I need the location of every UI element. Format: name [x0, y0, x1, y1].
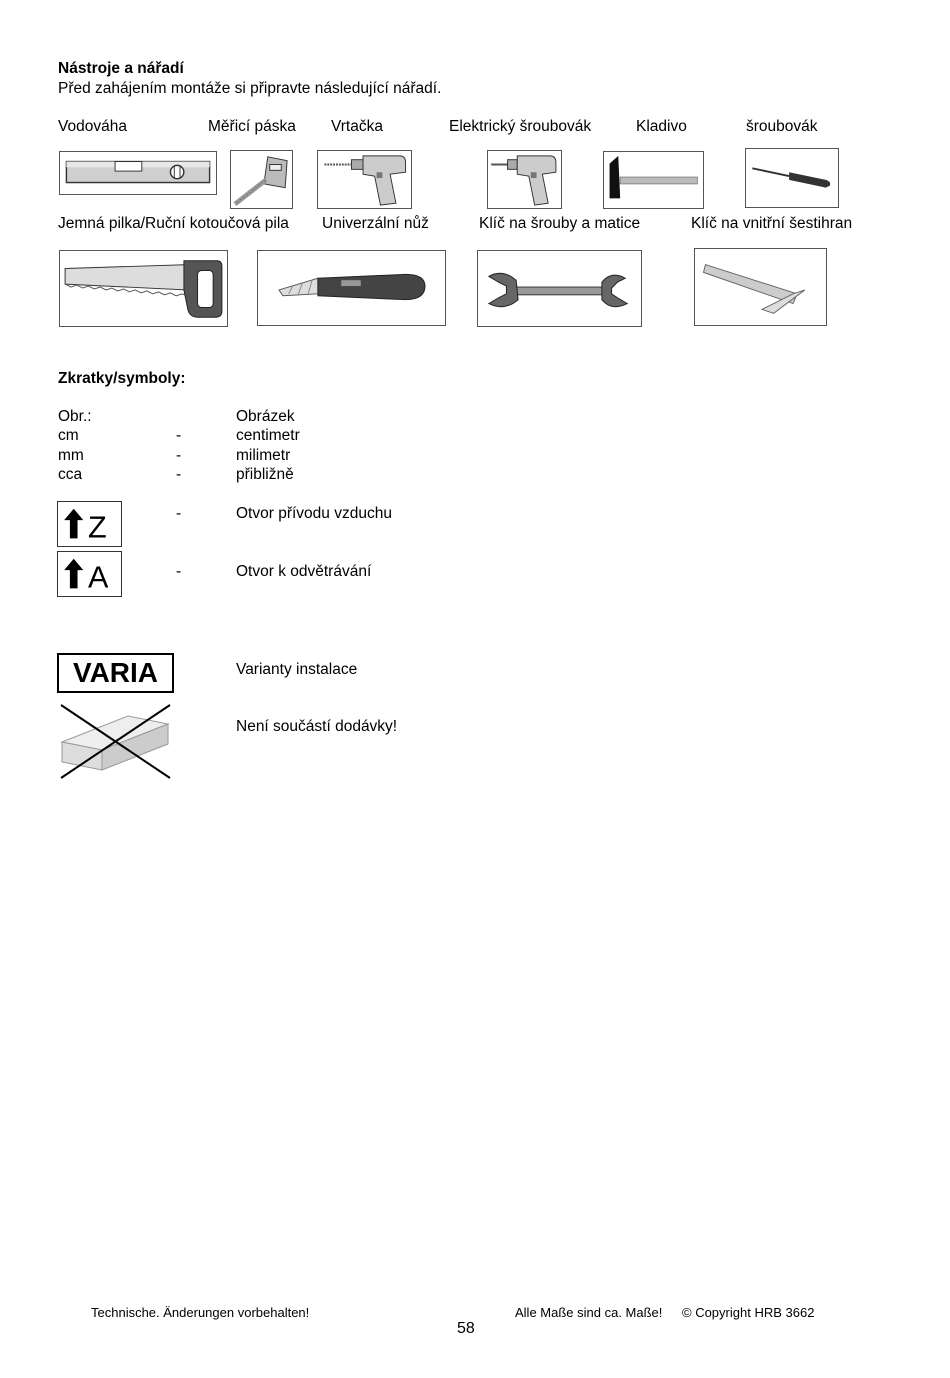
abbr-cm-meaning: centimetr — [236, 427, 300, 444]
section-intro: Před zahájením montáže si připravte následující nářadí. — [58, 80, 442, 97]
symbol-a-meaning: Otvor k odvětrávání — [236, 563, 372, 580]
tool-label-hex-key: Klíč na vnitřní šestihran — [691, 215, 853, 232]
section-title-tools: Nástroje a nářadí — [58, 60, 184, 77]
symbol-z-dash: - — [176, 505, 182, 522]
tool-label-drill: Vrtačka — [331, 118, 383, 135]
tool-label-wrench: Klíč na šrouby a matice — [479, 215, 641, 232]
symbol-a-letter: A — [88, 560, 109, 595]
tool-label-knife: Univerzální nůž — [322, 215, 429, 232]
abbr-cm: cm — [58, 427, 79, 444]
symbol-z-meaning: Otvor přívodu vzduchu — [236, 505, 392, 522]
screwdriver-icon — [745, 148, 839, 208]
footer-copyright: © Copyright HRB 3662 — [682, 1305, 815, 1320]
varia-meaning: Varianty instalace — [236, 661, 358, 678]
tool-label-saw: Jemná pilka/Ruční kotoučová pila — [58, 215, 289, 232]
symbol-z-letter: Z — [88, 510, 107, 545]
hand-saw-icon — [59, 250, 228, 327]
spirit-level-icon — [59, 151, 217, 195]
crossed-out-duct-icon — [58, 702, 173, 780]
abbr-cm-dash: - — [176, 427, 182, 444]
tool-label-tape: Měřicí páska — [208, 118, 296, 135]
drill-icon — [317, 150, 412, 209]
abbr-obr-meaning: Obrázek — [236, 408, 295, 425]
symbol-a-dash: - — [176, 563, 182, 580]
tool-label-level: Vodováha — [58, 118, 127, 135]
tool-label-hammer: Kladivo — [636, 118, 687, 135]
abbr-mm-meaning: milimetr — [236, 447, 291, 464]
abbr-obr: Obr.: — [58, 408, 92, 425]
abbr-cca: cca — [58, 466, 83, 483]
footer-left: Technische. Änderungen vorbehalten! — [91, 1305, 310, 1320]
tool-label-electric-screwdriver: Elektrický šroubovák — [449, 118, 592, 135]
tool-label-screwdriver: šroubovák — [746, 118, 818, 135]
hammer-icon — [603, 151, 704, 209]
varia-badge: VARIA — [57, 653, 174, 693]
arrow-up-a-icon — [57, 551, 122, 597]
section-title-abbrev: Zkratky/symboly: — [58, 370, 186, 387]
measuring-tape-icon — [230, 150, 293, 209]
utility-knife-icon — [257, 250, 446, 326]
abbr-cca-dash: - — [176, 466, 182, 483]
not-included-meaning: Není součástí dodávky! — [236, 718, 398, 735]
electric-screwdriver-icon — [487, 150, 562, 209]
abbr-mm: mm — [58, 447, 84, 464]
abbr-cca-meaning: přibližně — [236, 466, 294, 483]
arrow-up-z-icon — [57, 501, 122, 547]
wrench-icon — [477, 250, 642, 327]
hex-key-icon — [694, 248, 827, 326]
abbr-mm-dash: - — [176, 447, 182, 464]
footer-right: Alle Maße sind ca. Maße! — [515, 1305, 663, 1320]
page-number: 58 — [457, 1320, 475, 1337]
